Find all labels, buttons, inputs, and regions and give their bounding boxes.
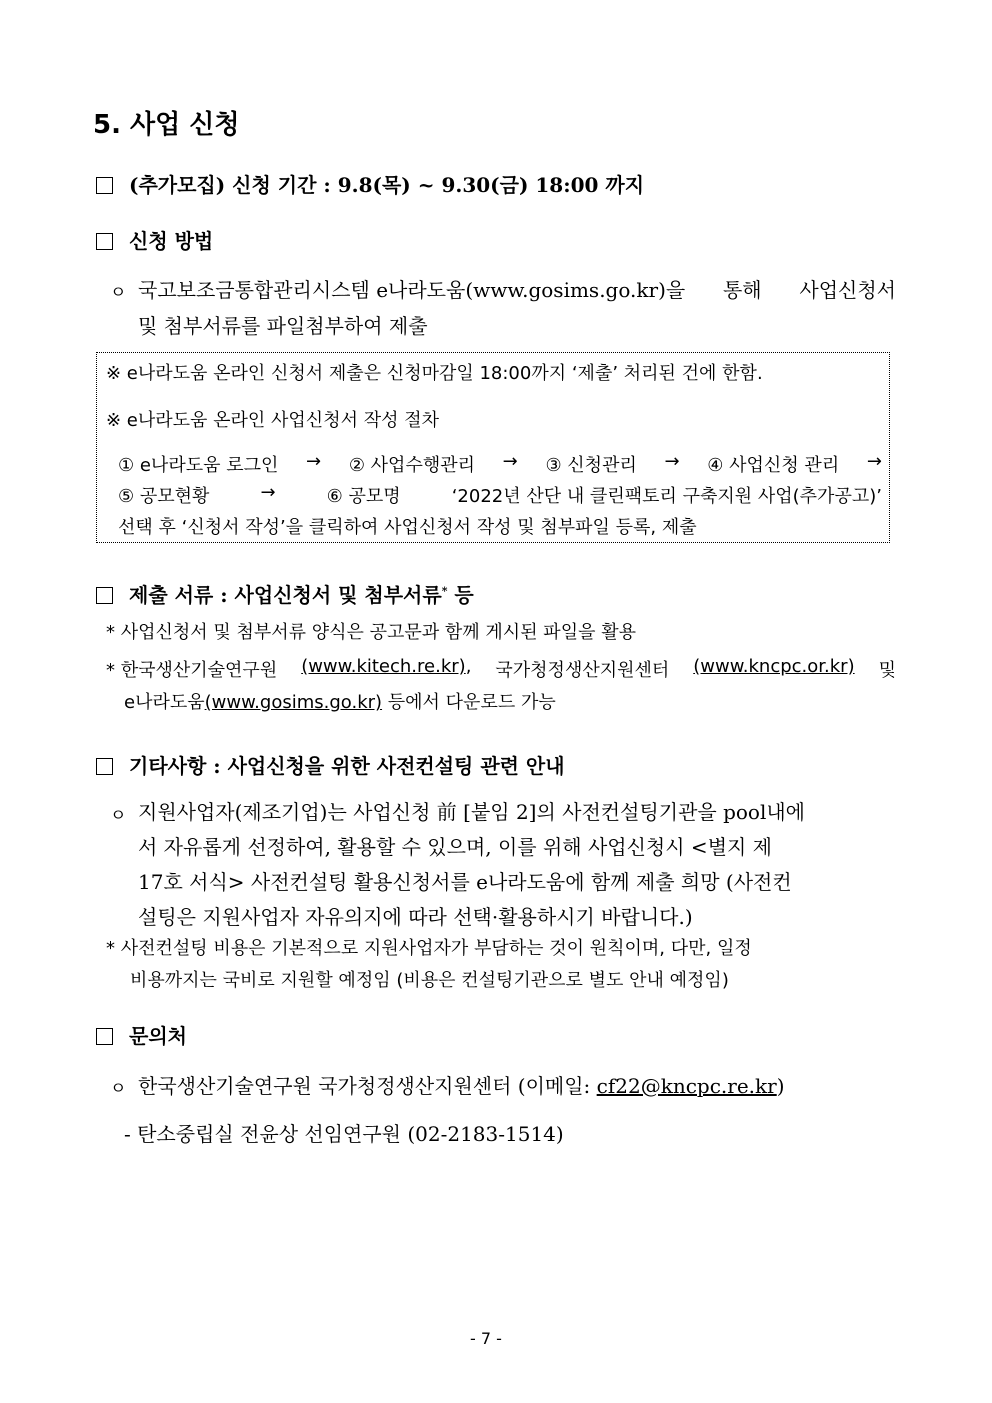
contact-email-link[interactable]: cf22@kncpc.re.kr: [596, 1074, 777, 1098]
documents-note-2: * 한국생산기술연구원 (www.kitech.re.kr), 국가청정생산지원센터 (www.kncpc.or.kr) 및: [106, 656, 896, 681]
checkbox-square-icon: [96, 587, 113, 604]
checkbox-square-icon: [96, 758, 113, 775]
page-number: - 7 -: [470, 1329, 502, 1348]
circle-bullet-icon: ㅇ: [110, 806, 127, 826]
method-label: 신청 방법: [129, 229, 214, 253]
steps-line-1: ① e나라도움 로그인 → ② 사업수행관리 → ③ 신청관리 → ④ 사업신청 관리 →: [118, 451, 882, 476]
period-heading: [96, 169, 644, 198]
note-line-1: ※ e나라도움 온라인 신청서 제출은 신청마감일 18:00까지 ‘제출’ 처리된 건에 한함.: [106, 363, 763, 384]
other-line-2: 서 자유롭게 선정하여, 활용할 수 있으며, 이를 위해 사업신청시 <별지 제: [138, 835, 773, 859]
documents-label: 제출 서류 : 사업신청서 및 첨부서류: [129, 583, 442, 607]
gosims-link[interactable]: (www.gosims.go.kr): [204, 692, 383, 713]
contact-line-1: 한국생산기술연구원 국가청정생산지원센터 (이메일: cf22@kncpc.re.kr): [138, 1074, 785, 1098]
checkbox-square-icon: [96, 177, 113, 194]
checkbox-square-icon: [96, 233, 113, 250]
other-label: 기타사항 : 사업신청을 위한 사전컨설팅 관련 안내: [129, 754, 565, 778]
circle-bullet-icon: ㅇ: [110, 1079, 127, 1099]
period-label: (추가모집) 신청 기간 : 9.8(목) ~ 9.30(금) 18:00 까지: [129, 173, 645, 197]
other-line-4: 설팅은 지원사업자 자유의지에 따라 선택·활용하시기 바랍니다.): [138, 905, 693, 929]
note-line-2: ※ e나라도움 온라인 사업신청서 작성 절차: [106, 410, 439, 431]
other-heading: [96, 750, 565, 779]
contact-heading: [96, 1020, 187, 1049]
contact-line-2: - 탄소중립실 전윤상 선임연구원 (02-2183-1514): [124, 1122, 564, 1146]
method-line-1: 국고보조금통합관리시스템 e나라도움(www.gosims.go.kr)을 통해 사업신청서: [138, 278, 896, 302]
method-line-2: 및 첨부서류를 파일첨부하여 제출: [138, 314, 428, 338]
footnote-marker: *: [441, 584, 448, 598]
steps-line-2: ⑤ 공모현황 → ⑥ 공모명 ‘2022년 산단 내 클린팩토리 구축지원 사업(추가공고)’: [118, 482, 882, 507]
documents-heading: 제출 서류 : 사업신청서 및 첨부서류* 등: [96, 579, 474, 608]
checkbox-square-icon: [96, 1028, 113, 1045]
other-note-2: 비용까지는 국비로 지원할 예정임 (비용은 컨설팅기관으로 별도 안내 예정임): [130, 970, 729, 991]
kncpc-link[interactable]: (www.kncpc.or.kr): [693, 656, 855, 677]
documents-note-1: * 사업신청서 및 첨부서류 양식은 공고문과 함께 게시된 파일을 활용: [106, 622, 636, 643]
other-line-3: 17호 서식> 사전컨설팅 활용신청서를 e나라도움에 함께 제출 희망 (사전컨: [138, 870, 792, 894]
documents-note-3: e나라도움(www.gosims.go.kr) 등에서 다운로드 가능: [124, 692, 556, 713]
steps-line-3: 선택 후 ‘신청서 작성’을 클릭하여 사업신청서 작성 및 첨부파일 등록, 제출: [118, 517, 697, 538]
method-heading: [96, 225, 213, 254]
contact-label: 문의처: [129, 1024, 187, 1048]
other-line-1: 지원사업자(제조기업)는 사업신청 前 [붙임 2]의 사전컨설팅기관을 pool내에: [138, 800, 806, 824]
page-title: 5. 사업 신청: [93, 110, 240, 140]
circle-bullet-icon: ㅇ: [110, 283, 127, 303]
other-note-1: * 사전컨설팅 비용은 기본적으로 지원사업자가 부담하는 것이 원칙이며, 다만, 일정: [106, 938, 752, 959]
kitech-link[interactable]: (www.kitech.re.kr): [301, 656, 466, 677]
